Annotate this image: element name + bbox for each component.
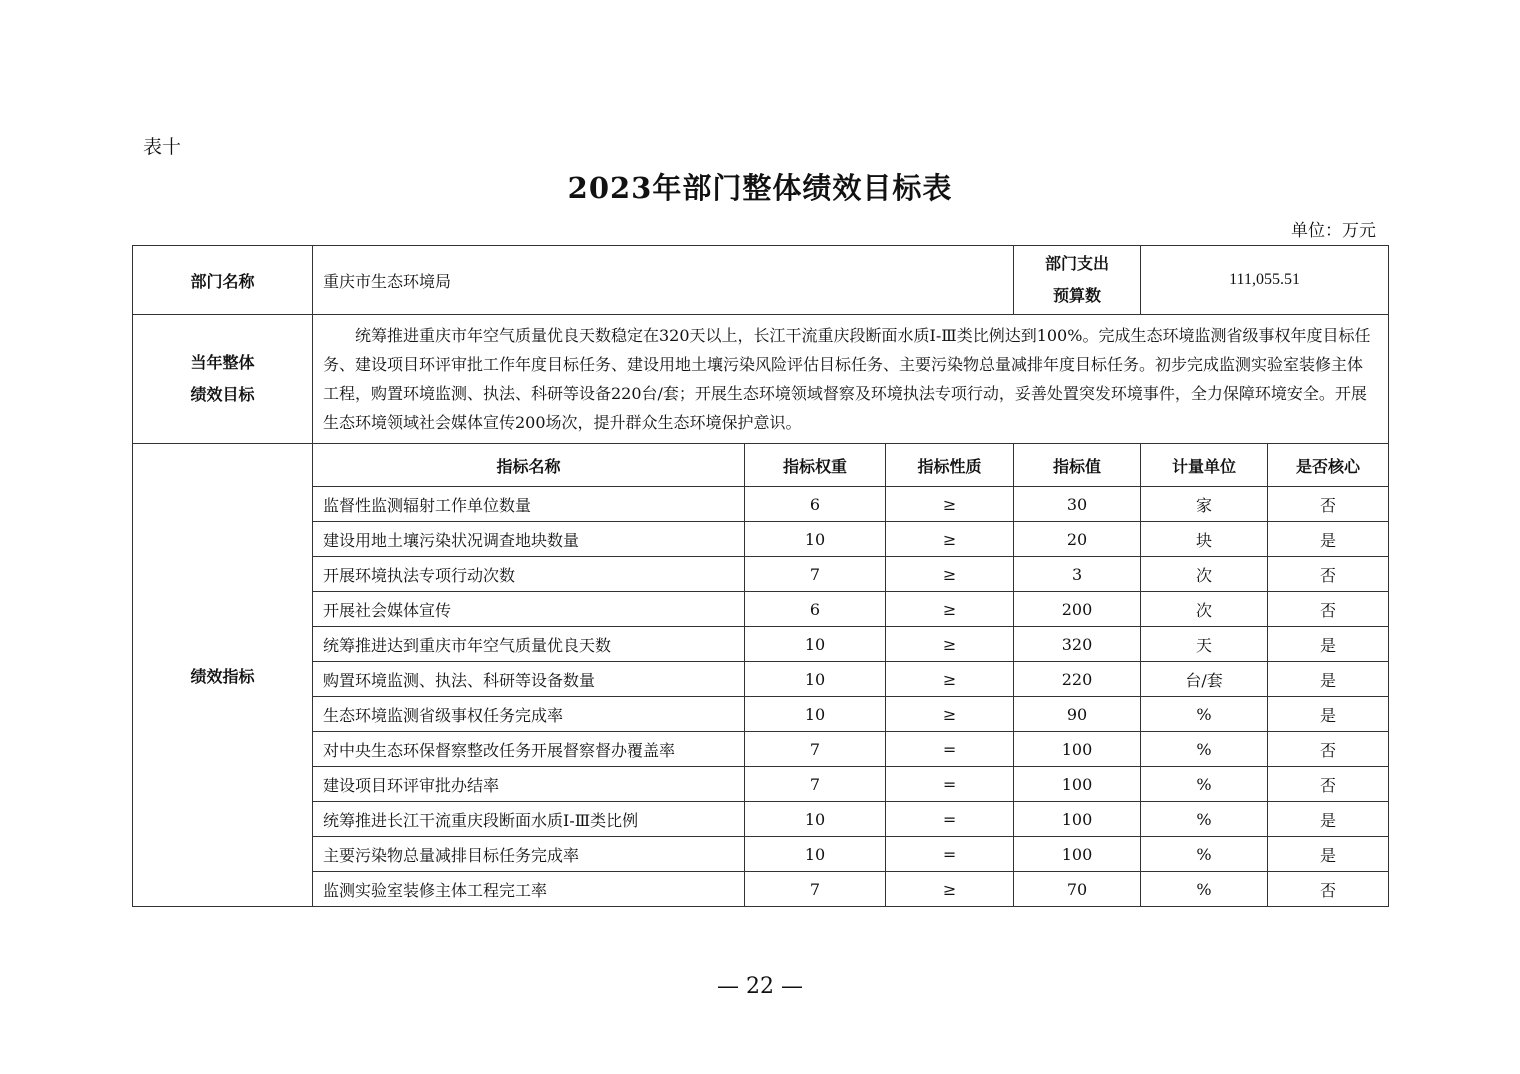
indicator-value: 100 bbox=[1014, 802, 1141, 837]
indicator-nature: ≥ bbox=[886, 487, 1014, 522]
indicator-weight: 10 bbox=[745, 662, 886, 697]
col-header-core: 是否核心 bbox=[1268, 444, 1389, 487]
indicator-value: 3 bbox=[1014, 557, 1141, 592]
indicator-value: 90 bbox=[1014, 697, 1141, 732]
indicator-name: 生态环境监测省级事权任务完成率 bbox=[313, 697, 745, 732]
indicator-core: 否 bbox=[1268, 592, 1389, 627]
indicator-weight: 6 bbox=[745, 592, 886, 627]
indicator-core: 是 bbox=[1268, 522, 1389, 557]
indicator-core: 否 bbox=[1268, 767, 1389, 802]
indicator-name: 购置环境监测、执法、科研等设备数量 bbox=[313, 662, 745, 697]
indicator-unit: 台/套 bbox=[1141, 662, 1268, 697]
indicator-unit: % bbox=[1141, 697, 1268, 732]
indicator-value: 100 bbox=[1014, 837, 1141, 872]
unit-label: 单位：万元 bbox=[1291, 221, 1376, 241]
indicator-name: 统筹推进达到重庆市年空气质量优良天数 bbox=[313, 627, 745, 662]
indicator-header-row bbox=[133, 444, 1389, 487]
budget-label-line-2: 预算数 bbox=[1053, 286, 1102, 305]
col-header-name: 指标名称 bbox=[313, 444, 745, 487]
table-row bbox=[133, 872, 1389, 907]
table-row bbox=[133, 557, 1389, 592]
indicator-nature: ≥ bbox=[886, 592, 1014, 627]
indicator-name: 开展社会媒体宣传 bbox=[313, 592, 745, 627]
indicator-nature: = bbox=[886, 837, 1014, 872]
goal-label-line-2: 绩效目标 bbox=[190, 385, 255, 404]
indicator-unit: % bbox=[1141, 767, 1268, 802]
indicator-nature: ≥ bbox=[886, 697, 1014, 732]
indicator-core: 是 bbox=[1268, 802, 1389, 837]
indicator-name: 建设用地土壤污染状况调查地块数量 bbox=[313, 522, 745, 557]
table-row bbox=[133, 662, 1389, 697]
col-header-unit: 计量单位 bbox=[1141, 444, 1268, 487]
page-number: — 22 — bbox=[717, 974, 803, 999]
indicator-value: 30 bbox=[1014, 487, 1141, 522]
table-row bbox=[133, 592, 1389, 627]
indicator-core: 是 bbox=[1268, 627, 1389, 662]
table-row bbox=[133, 802, 1389, 837]
indicator-unit: % bbox=[1141, 872, 1268, 907]
indicator-weight: 10 bbox=[745, 802, 886, 837]
table-row bbox=[133, 732, 1389, 767]
col-header-nature: 指标性质 bbox=[886, 444, 1014, 487]
indicator-value: 70 bbox=[1014, 872, 1141, 907]
goal-label bbox=[133, 315, 313, 444]
indicator-name: 统筹推进长江干流重庆段断面水质Ⅰ-Ⅲ类比例 bbox=[313, 802, 745, 837]
indicator-name: 开展环境执法专项行动次数 bbox=[313, 557, 745, 592]
indicator-nature: ≥ bbox=[886, 662, 1014, 697]
table-row bbox=[133, 522, 1389, 557]
indicator-unit: 天 bbox=[1141, 627, 1268, 662]
indicator-nature: = bbox=[886, 767, 1014, 802]
indicator-weight: 10 bbox=[745, 697, 886, 732]
indicator-unit: 次 bbox=[1141, 557, 1268, 592]
table-label: 表十 bbox=[143, 136, 182, 158]
col-header-value: 指标值 bbox=[1014, 444, 1141, 487]
indicator-weight: 7 bbox=[745, 872, 886, 907]
indicator-name: 监测实验室装修主体工程完工率 bbox=[313, 872, 745, 907]
indicator-weight: 10 bbox=[745, 837, 886, 872]
indicator-name: 主要污染物总量减排目标任务完成率 bbox=[313, 837, 745, 872]
table-row bbox=[133, 627, 1389, 662]
indicator-weight: 7 bbox=[745, 557, 886, 592]
indicator-section-label: 绩效指标 bbox=[133, 444, 313, 907]
indicator-unit: 块 bbox=[1141, 522, 1268, 557]
table-row bbox=[133, 767, 1389, 802]
indicator-value: 200 bbox=[1014, 592, 1141, 627]
indicator-nature: ≥ bbox=[886, 522, 1014, 557]
indicator-nature: ≥ bbox=[886, 557, 1014, 592]
indicator-core: 是 bbox=[1268, 697, 1389, 732]
indicator-unit: 次 bbox=[1141, 592, 1268, 627]
indicator-value: 100 bbox=[1014, 767, 1141, 802]
table-row bbox=[133, 487, 1389, 522]
dept-row bbox=[133, 246, 1389, 315]
indicator-core: 是 bbox=[1268, 837, 1389, 872]
indicator-value: 100 bbox=[1014, 732, 1141, 767]
indicator-weight: 7 bbox=[745, 767, 886, 802]
indicator-name: 对中央生态环保督察整改任务开展督察督办覆盖率 bbox=[313, 732, 745, 767]
table-row bbox=[133, 697, 1389, 732]
dept-name-value: 重庆市生态环境局 bbox=[313, 246, 1014, 315]
budget-label bbox=[1014, 246, 1141, 315]
indicator-name: 建设项目环评审批办结率 bbox=[313, 767, 745, 802]
indicator-nature: ≥ bbox=[886, 872, 1014, 907]
indicator-weight: 10 bbox=[745, 522, 886, 557]
indicator-core: 是 bbox=[1268, 662, 1389, 697]
indicator-value: 20 bbox=[1014, 522, 1141, 557]
budget-label-line-1: 部门支出 bbox=[1045, 254, 1110, 273]
indicator-nature: = bbox=[886, 802, 1014, 837]
indicator-value: 320 bbox=[1014, 627, 1141, 662]
table-row bbox=[133, 837, 1389, 872]
budget-value: 111,055.51 bbox=[1141, 246, 1389, 315]
indicator-core: 否 bbox=[1268, 732, 1389, 767]
indicator-nature: = bbox=[886, 732, 1014, 767]
indicator-core: 否 bbox=[1268, 557, 1389, 592]
page-title: 2023年部门整体绩效目标表 bbox=[567, 171, 953, 205]
indicator-weight: 6 bbox=[745, 487, 886, 522]
indicator-weight: 7 bbox=[745, 732, 886, 767]
indicator-nature: ≥ bbox=[886, 627, 1014, 662]
dept-name-label: 部门名称 bbox=[133, 246, 313, 315]
indicator-unit: 家 bbox=[1141, 487, 1268, 522]
performance-table bbox=[132, 245, 1389, 907]
goal-label-line-1: 当年整体 bbox=[190, 353, 255, 372]
indicator-weight: 10 bbox=[745, 627, 886, 662]
indicator-unit: % bbox=[1141, 732, 1268, 767]
goal-text: 统筹推进重庆市年空气质量优良天数稳定在320天以上，长江干流重庆段断面水质Ⅰ-Ⅲ类比例达到100%。完成生态环境监测省级事权年度目标任务、建设项目环评审批工作年度目标任务、建设用地土壤污染风险评估目标任务、主要污染物总量减排年度目标任务。初步完成监测实验室装修主体工程，购置环境监测、执法、科研等设备220台/套；开展生态环境领域督察及环境执法专项行动，妥善处置突发环境事件，全力保障环境安全。开展生态环境领域社会媒体宣传200场次，提升群众生态环境保护意识。 bbox=[313, 315, 1389, 444]
indicator-core: 否 bbox=[1268, 872, 1389, 907]
indicator-unit: % bbox=[1141, 837, 1268, 872]
indicator-unit: % bbox=[1141, 802, 1268, 837]
indicator-core: 否 bbox=[1268, 487, 1389, 522]
indicator-name: 监督性监测辐射工作单位数量 bbox=[313, 487, 745, 522]
goal-row bbox=[133, 315, 1389, 444]
indicator-value: 220 bbox=[1014, 662, 1141, 697]
col-header-weight: 指标权重 bbox=[745, 444, 886, 487]
